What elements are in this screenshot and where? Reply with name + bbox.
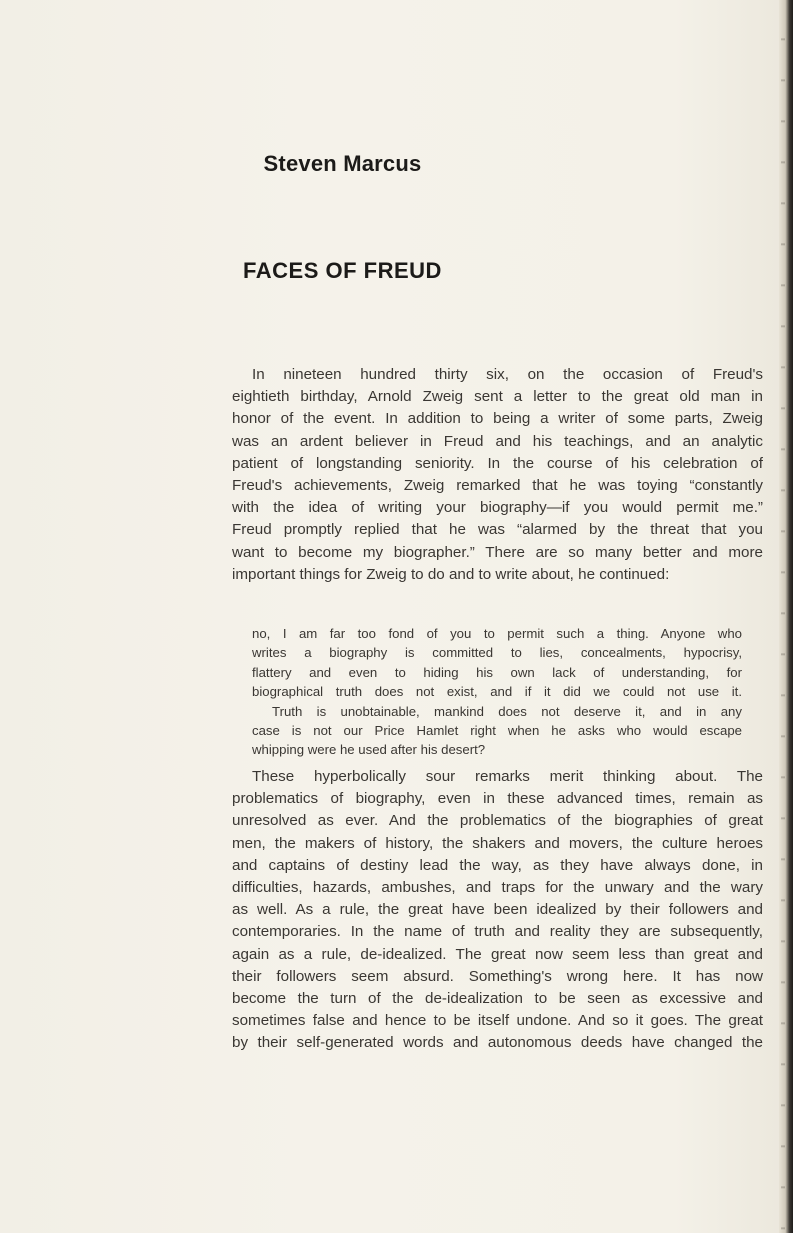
text-line: Freud's achievements, Zweig remarked that he was toying “constantly bbox=[232, 476, 763, 494]
quote-line: flattery and even to hiding his own lack of understanding, for bbox=[252, 664, 742, 680]
quote-line: writes a biography is committed to lies, concealments, hypocrisy, bbox=[252, 645, 742, 661]
text-line: again as a rule, de-idealized. The great now seem less than great and bbox=[232, 945, 763, 963]
text-line: by their self-generated words and autonomous deeds have changed the bbox=[232, 1034, 763, 1052]
quote-line: Truth is unobtainable, mankind does not deserve it, and in any bbox=[272, 703, 742, 719]
second-paragraph bbox=[232, 766, 763, 1054]
quote-line: biographical truth does not exist, and if it did we could not use it. bbox=[252, 684, 742, 700]
page-edge-texture bbox=[781, 0, 785, 1233]
text-line: and captains of destiny lead the way, as they have always done, in bbox=[232, 856, 763, 874]
text-line: want to become my biographer.” There are so many better and more bbox=[232, 543, 763, 561]
text-line: These hyperbolically sour remarks merit thinking about. The bbox=[252, 768, 763, 785]
quote-line: whipping were he used after his desert? bbox=[252, 742, 486, 758]
opening-paragraph bbox=[232, 364, 763, 586]
author-name: Steven Marcus bbox=[263, 151, 422, 176]
text-line: men, the makers of history, the shakers and movers, the culture heroes bbox=[232, 834, 763, 852]
text-line: was an ardent believer in Freud and his teachings, and an analytic bbox=[232, 432, 763, 450]
text-line: become the turn of the de-idealization to be seen as excessive and bbox=[232, 989, 763, 1007]
text-line: problematics of biography, even in these advanced times, remain as bbox=[232, 790, 763, 808]
text-line: as well. As a rule, the great have been idealized by their followers and bbox=[232, 901, 763, 919]
text-line: In nineteen hundred thirty six, on the occasion of Freud's bbox=[252, 366, 763, 383]
text-line: important things for Zweig to do and to write about, he continued: bbox=[232, 565, 670, 583]
quote-line: no, I am far too fond of you to permit such a thing. Anyone who bbox=[252, 626, 742, 641]
text-line: difficulties, hazards, ambushes, and traps for the unwary and the wary bbox=[232, 878, 763, 896]
text-line: honor of the event. In addition to being a writer of some parts, Zweig bbox=[232, 410, 763, 428]
text-line: eightieth birthday, Arnold Zweig sent a letter to the great old man in bbox=[232, 388, 763, 406]
quote-line: case is not our Price Hamlet right when he asks who would escape bbox=[252, 722, 742, 738]
block-quote bbox=[252, 624, 742, 760]
text-line: unresolved as ever. And the problematics of the biographies of great bbox=[232, 812, 763, 830]
chapter-title: FACES OF FREUD bbox=[243, 258, 442, 283]
text-line: contemporaries. In the name of truth and reality they are subsequently, bbox=[232, 923, 763, 941]
text-line: patient of longstanding seniority. In the course of his celebration of bbox=[232, 454, 763, 472]
text-line: sometimes false and hence to be itself undone. And so it goes. The great bbox=[232, 1012, 763, 1030]
text-line: Freud promptly replied that he was “alarmed by the threat that you bbox=[232, 521, 763, 539]
text-line: their followers seem absurd. Something's wrong here. It has now bbox=[232, 967, 763, 985]
text-line: with the idea of writing your biography—if you would permit me.” bbox=[232, 499, 763, 517]
